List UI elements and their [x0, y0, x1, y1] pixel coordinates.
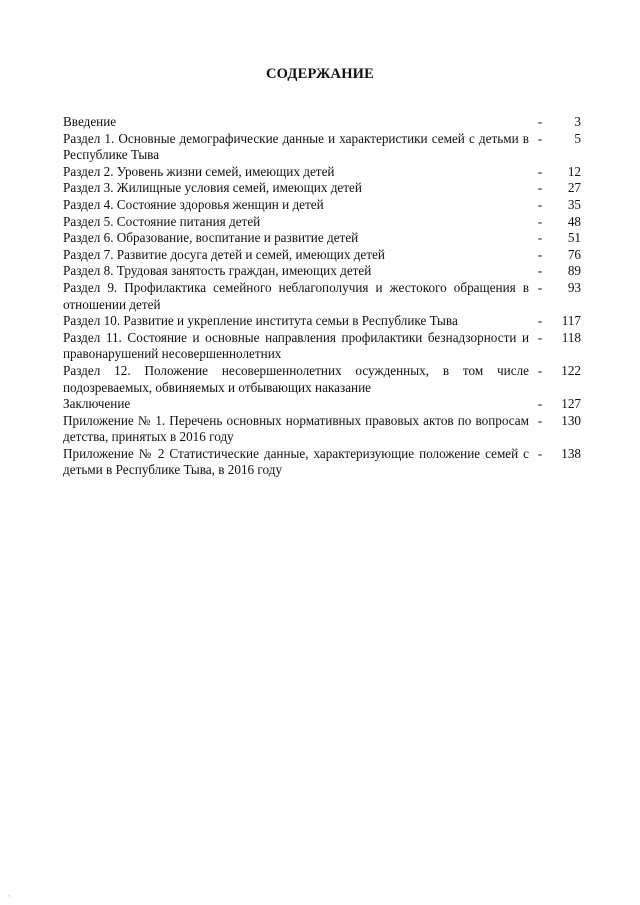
page-title: СОДЕРЖАНИЕ [265, 66, 375, 82]
toc-entry-dash: - [537, 412, 543, 428]
toc-entry [63, 363, 583, 396]
toc-entry-page-number: 89 [567, 263, 581, 279]
toc-entry-title: Раздел 12. Положение несовершеннолетних осужденных, в том числе подозреваемых, обвиняемых и отбывающих наказание [63, 362, 529, 395]
toc-entry-dash: - [537, 329, 543, 345]
toc-entry-dash: - [537, 279, 543, 295]
toc-entry-dash: - [537, 213, 543, 229]
toc-entry-title: Раздел 1. Основные демографические данные и характеристики семей с детьми в Республике Тыва [63, 130, 529, 163]
toc-entry-dash: - [537, 396, 543, 412]
toc-entry-dash: - [537, 196, 543, 212]
toc-entry-dash: - [537, 246, 543, 262]
toc-entry [63, 131, 583, 164]
toc-entry-title: Раздел 11. Состояние и основные направления профилактики безнадзорности и правонарушений несовершеннолетних [63, 329, 529, 362]
toc-entry [63, 263, 583, 280]
toc-entry-title: Раздел 6. Образование, воспитание и развитие детей [63, 230, 359, 246]
toc-entry-title: Заключение [63, 396, 131, 412]
toc-entry [63, 180, 583, 197]
toc-entry-title: Раздел 8. Трудовая занятость граждан, имеющих детей [63, 263, 372, 279]
toc-entry-dash: - [537, 163, 543, 179]
toc-entry [63, 164, 583, 181]
toc-entry [63, 247, 583, 264]
toc-entry-page-number: 117 [561, 313, 581, 329]
toc-entry [63, 280, 583, 313]
toc-entry-page-number: 5 [574, 130, 581, 146]
table-of-contents [63, 114, 583, 479]
toc-entry-page-number: 27 [567, 180, 581, 196]
toc-entry [63, 446, 583, 479]
toc-entry-title: Раздел 10. Развитие и укрепление института семьи в Республике Тыва [63, 313, 458, 329]
toc-entry [63, 396, 583, 413]
toc-entry-page-number: 130 [561, 412, 581, 428]
toc-entry-page-number: 48 [567, 213, 581, 229]
toc-entry-page-number: 122 [561, 362, 581, 378]
toc-entry-page-number: 51 [567, 230, 581, 246]
toc-entry-page-number: 118 [561, 329, 581, 345]
toc-entry [63, 230, 583, 247]
toc-entry-title: Раздел 9. Профилактика семейного неблагополучия и жестокого обращения в отношении детей [63, 279, 529, 312]
toc-entry-page-number: 76 [567, 246, 581, 262]
toc-entry-dash: - [537, 445, 543, 461]
toc-entry-page-number: 3 [574, 114, 581, 129]
toc-entry-page-number: 12 [567, 163, 581, 179]
toc-entry [63, 313, 583, 330]
toc-entry-title: Введение [63, 114, 117, 129]
scan-mark: ‘ [8, 893, 11, 902]
toc-entry-page-number: 138 [561, 445, 581, 461]
toc-entry [63, 197, 583, 214]
toc-entry-dash: - [537, 180, 543, 196]
toc-entry-dash: - [537, 130, 543, 146]
toc-entry-dash: - [537, 114, 543, 129]
toc-entry-title: Раздел 5. Состояние питания детей [63, 213, 261, 229]
toc-entry-title: Раздел 3. Жилищные условия семей, имеющих детей [63, 180, 362, 196]
toc-entry-title: Раздел 2. Уровень жизни семей, имеющих детей [63, 163, 335, 179]
toc-entry-title: Приложение № 1. Перечень основных нормативных правовых актов по вопросам детства, принятых в 2016 году [63, 412, 529, 445]
toc-entry-page-number: 127 [561, 396, 581, 412]
toc-entry-page-number: 35 [567, 196, 581, 212]
toc-entry-dash: - [537, 313, 543, 329]
toc-entry-title: Приложение № 2 Статистические данные, характеризующие положение семей с детьми в Республике Тыва, в 2016 году [63, 445, 529, 478]
toc-entry-dash: - [537, 362, 543, 378]
toc-entry-title: Раздел 7. Развитие досуга детей и семей, имеющих детей [63, 246, 385, 262]
toc-entry [63, 413, 583, 446]
toc-entry-page-number: 93 [567, 279, 581, 295]
toc-entry [63, 214, 583, 231]
toc-entry [63, 330, 583, 363]
toc-entry-dash: - [537, 263, 543, 279]
toc-entry [63, 114, 583, 131]
toc-entry-dash: - [537, 230, 543, 246]
toc-entry-title: Раздел 4. Состояние здоровья женщин и детей [63, 196, 324, 212]
